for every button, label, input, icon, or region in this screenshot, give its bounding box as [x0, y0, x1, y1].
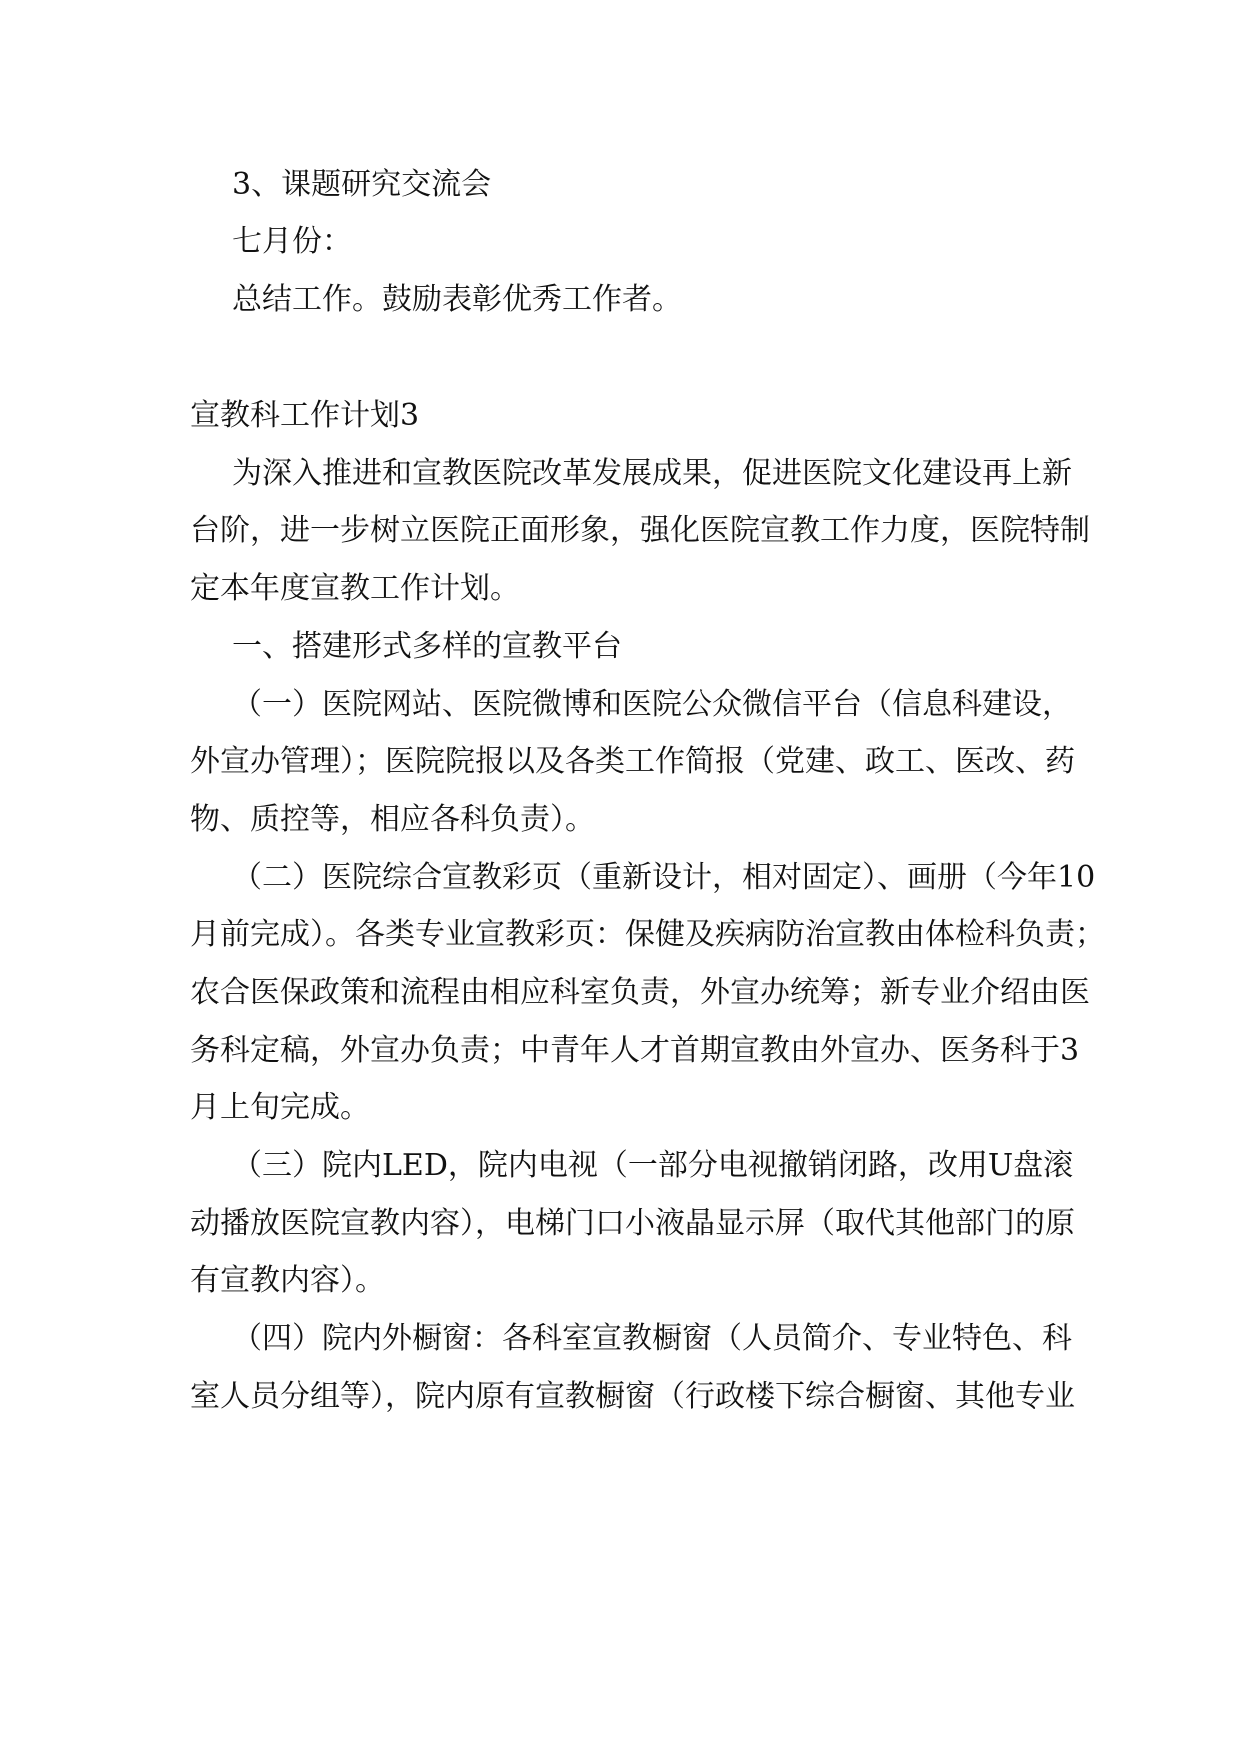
item-2-line-5: 月上旬完成。 — [190, 1090, 370, 1125]
item-2-line-4: 务科定稿，外宣办负责；中青年人才首期宣教由外宣办、医务科于3 — [190, 1033, 1080, 1068]
item-3-line-1: （三）院内LED，院内电视（一部分电视撤销闭路，改用U盘滚 — [232, 1148, 1074, 1183]
item-1-line-2: 外宣办管理）；医院院报以及各类工作简报（党建、政工、医改、药 — [190, 744, 1075, 779]
heading-platform: 一、搭建形式多样的宣教平台 — [232, 629, 622, 664]
month-heading-july: 七月份： — [232, 224, 352, 259]
item-2-line-1: （二）医院综合宣教彩页（重新设计，相对固定）、画册（今年10 — [232, 860, 1096, 895]
item-3-line-3: 有宣教内容）。 — [190, 1263, 385, 1298]
list-item-topic-exchange: 3、课题研究交流会 — [232, 167, 492, 202]
item-2-line-3: 农合医保政策和流程由相应科室负责，外宣办统筹；新专业介绍由医 — [190, 975, 1090, 1010]
paragraph-summary: 总结工作。鼓励表彰优秀工作者。 — [232, 282, 682, 317]
section-title: 宣教科工作计划3 — [190, 398, 420, 433]
item-4-line-2: 室人员分组等），院内原有宣教橱窗（行政楼下综合橱窗、其他专业 — [190, 1379, 1075, 1414]
intro-line-2: 台阶，进一步树立医院正面形象，强化医院宣教工作力度，医院特制 — [190, 513, 1090, 548]
intro-line-1: 为深入推进和宣教医院改革发展成果，促进医院文化建设再上新 — [232, 456, 1072, 491]
item-2-line-2: 月前完成）。各类专业宣教彩页：保健及疾病防治宣教由体检科负责； — [190, 917, 1105, 952]
item-4-line-1: （四）院内外橱窗：各科室宣教橱窗（人员简介、专业特色、科 — [232, 1321, 1072, 1356]
intro-line-3: 定本年度宣教工作计划。 — [190, 571, 520, 606]
item-3-line-2: 动播放医院宣教内容），电梯门口小液晶显示屏（取代其他部门的原 — [190, 1206, 1075, 1241]
item-1-line-3: 物、质控等，相应各科负责）。 — [190, 802, 595, 837]
item-1-line-1: （一）医院网站、医院微博和医院公众微信平台（信息科建设， — [232, 687, 1072, 722]
